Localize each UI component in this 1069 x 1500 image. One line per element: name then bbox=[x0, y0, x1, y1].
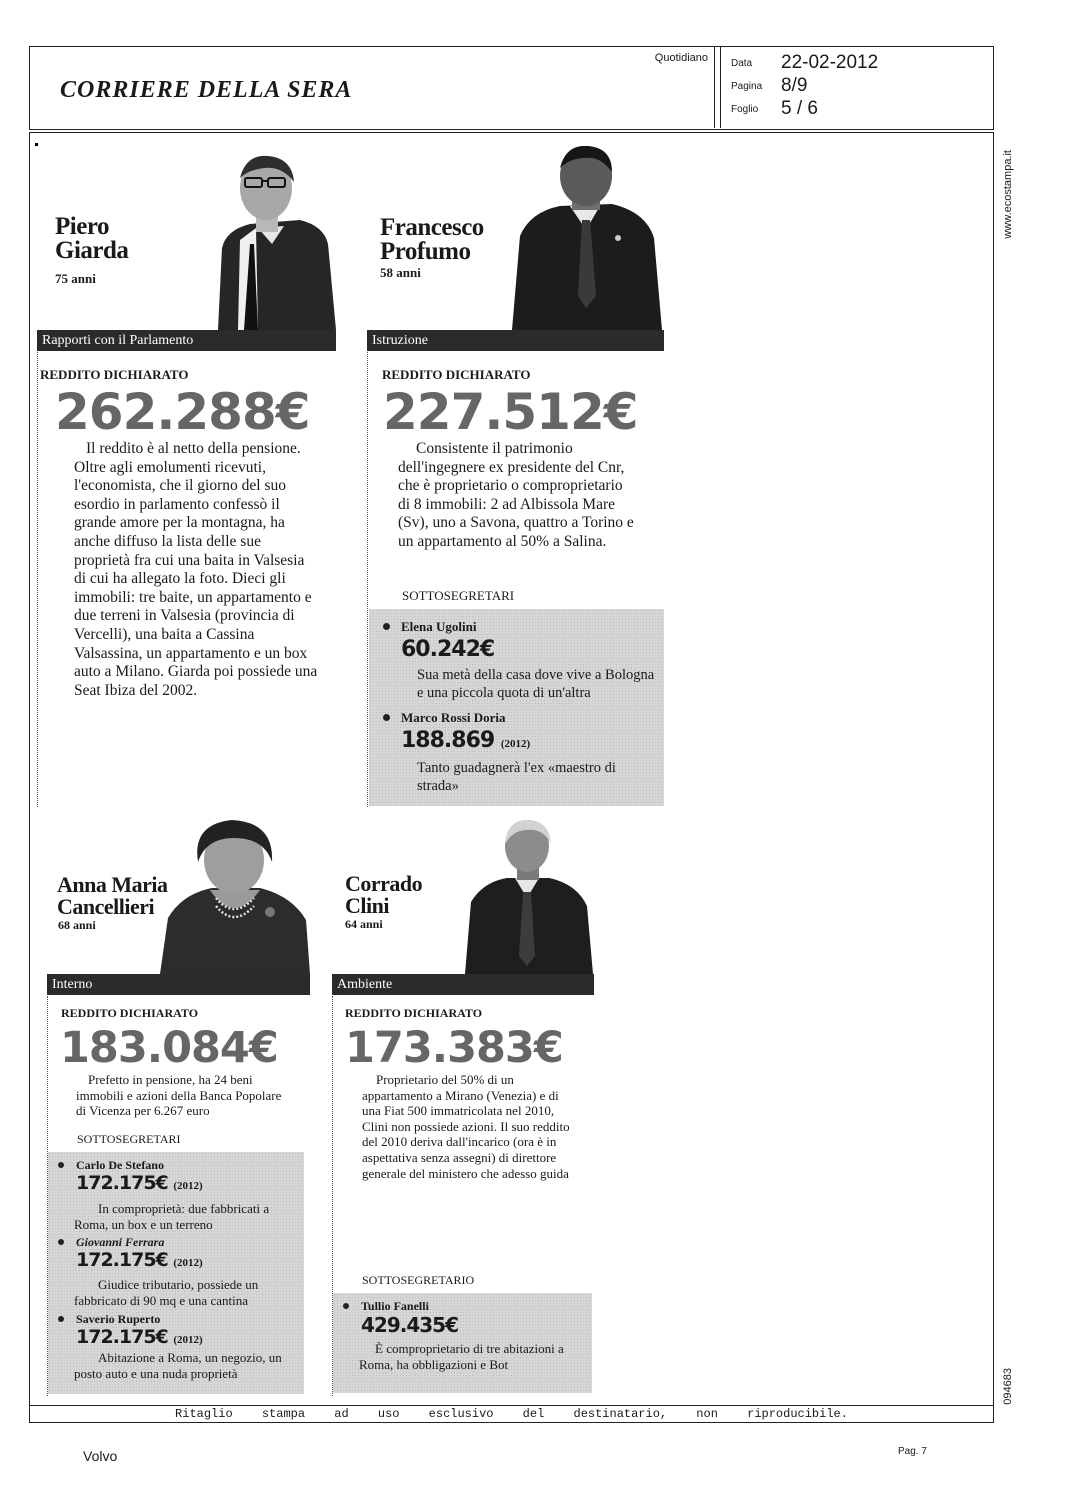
scan-mark bbox=[35, 143, 38, 146]
minister-age: 68 anni bbox=[58, 918, 96, 932]
sottosegretari-box bbox=[369, 609, 664, 806]
minister-description: Consistente il patrimonio dell'ingegnere ex presidente del Cnr, che è proprietario o comproprietario di 8 immobili: 2 ad Albissola Mare (Sv), uno a Savona, quattro a Torino e un appartamento al 50% a Salina. bbox=[398, 440, 634, 550]
meta-foglio bbox=[731, 98, 818, 120]
ministry-bar: Istruzione bbox=[367, 330, 664, 351]
side-url-text: www.ecostampa.it bbox=[1002, 150, 1014, 239]
sottosegretario-item bbox=[58, 1158, 298, 1234]
reddito-label: REDDITO DICHIARATO bbox=[382, 367, 531, 382]
side-code-text: 094683 bbox=[1002, 1368, 1014, 1405]
profumo-photo bbox=[508, 146, 663, 330]
last-name: Profumo bbox=[380, 238, 471, 265]
meta-value: 8/9 bbox=[781, 75, 808, 96]
sottosegretario-amount: 429.435€ bbox=[361, 1313, 459, 1337]
first-name: Francesco bbox=[380, 214, 484, 241]
sottosegretario-name: Marco Rossi Doria bbox=[401, 710, 506, 725]
clini-photo bbox=[463, 816, 593, 974]
declared-income: 227.512€ bbox=[383, 383, 638, 441]
sottosegretario-amount-wrap bbox=[76, 1326, 203, 1348]
minister-age: 58 anni bbox=[380, 265, 421, 280]
page-number: Pag. 7 bbox=[898, 1446, 927, 1457]
ministry-bar: Interno bbox=[47, 974, 310, 995]
client-label: Volvo bbox=[83, 1448, 118, 1464]
minister-name bbox=[57, 874, 168, 918]
sottosegretario-label: SOTTOSEGRETARIO bbox=[362, 1273, 475, 1287]
sottosegretario-amount: 60.242€ bbox=[401, 637, 495, 662]
side-url bbox=[1002, 150, 1022, 260]
first-name: Piero bbox=[55, 213, 109, 240]
reddito-label: REDDITO DICHIARATO bbox=[61, 1006, 199, 1020]
masthead-box bbox=[30, 47, 715, 128]
sottosegretario-year: (2012) bbox=[173, 1334, 203, 1346]
cancellieri-photo bbox=[160, 816, 310, 974]
bullet-icon bbox=[383, 623, 390, 630]
sottosegretario-amount-wrap bbox=[76, 1172, 203, 1194]
minister-age: 64 anni bbox=[345, 917, 383, 931]
bullet-icon bbox=[58, 1316, 64, 1322]
last-name: Cancellieri bbox=[57, 894, 155, 919]
sottosegretario-amount: 172.175€ bbox=[76, 1172, 168, 1194]
meta-key: Foglio bbox=[731, 103, 759, 115]
sottosegretario-name: Elena Ugolini bbox=[401, 619, 477, 634]
newspaper-header bbox=[29, 46, 994, 130]
sottosegretario-desc: In comproprietà: due fabbricati a Roma, un box e un terreno bbox=[74, 1201, 270, 1232]
column-divider bbox=[37, 352, 38, 807]
sottosegretario-name: Saverio Ruperto bbox=[76, 1312, 161, 1326]
sottosegretario-year: (2012) bbox=[500, 738, 531, 750]
sottosegretari-box bbox=[48, 1152, 304, 1394]
sottosegretario-name: Giovanni Ferrara bbox=[76, 1235, 165, 1249]
sottosegretario-amount: 188.869 bbox=[401, 728, 495, 753]
minister-description: Proprietario del 50% di un appartamento a Mirano (Venezia) e di una Fiat 500 immatricolata nel 2010, Clini non possiede azioni. Il suo reddito del 2010 deriva dall'incarico (ora è in aspettativa senza assegni) di direttore generale del ministero che adesso guida bbox=[362, 1072, 570, 1181]
bullet-icon bbox=[58, 1239, 64, 1245]
ministry-bar: Ambiente bbox=[332, 974, 594, 995]
minister-name bbox=[380, 216, 484, 264]
first-name: Anna Maria bbox=[57, 872, 168, 897]
declared-income: 262.288€ bbox=[55, 383, 310, 441]
sottosegretario-name: Tullio Fanelli bbox=[361, 1299, 429, 1313]
sottosegretario-desc: È comproprietario di tre abitazioni a Roma, ha obbligazioni e Bot bbox=[359, 1341, 564, 1372]
minister-name bbox=[345, 873, 422, 917]
minister-name bbox=[55, 215, 128, 263]
sottosegretario-item bbox=[58, 1235, 298, 1311]
sottosegretario-amount: 172.175€ bbox=[76, 1326, 168, 1348]
reddito-label: REDDITO DICHIARATO bbox=[40, 367, 189, 382]
meta-data bbox=[731, 52, 878, 74]
sottosegretario-desc: Abitazione a Roma, un negozio, un posto auto e una nuda proprietà bbox=[74, 1350, 282, 1381]
meta-box bbox=[720, 47, 993, 128]
column-divider bbox=[367, 352, 368, 807]
last-name: Giarda bbox=[55, 237, 129, 264]
sottosegretario-desc: Tanto guadagnerà l'ex «maestro di strada» bbox=[417, 760, 616, 794]
meta-value: 22-02-2012 bbox=[781, 52, 879, 73]
footer-note: Ritaglio stampa ad uso esclusivo del destinatario, non riproducibile. bbox=[29, 1405, 994, 1423]
sottosegretari-label: SOTTOSEGRETARI bbox=[77, 1132, 181, 1146]
masthead: CORRIERE DELLA SERA bbox=[60, 77, 353, 103]
last-name: Clini bbox=[345, 893, 389, 918]
sottosegretario-desc: Giudice tributario, possiede un fabbricato di 90 mq e una cantina bbox=[74, 1277, 259, 1308]
minister-description: Prefetto in pensione, ha 24 beni immobili e azioni della Banca Popolare di Vicenza per 6.267 euro bbox=[76, 1072, 282, 1119]
sottosegretario-year: (2012) bbox=[173, 1180, 203, 1192]
ministry-bar: Rapporti con il Parlamento bbox=[37, 330, 336, 351]
publication-type: Quotidiano bbox=[654, 52, 708, 64]
bullet-icon bbox=[343, 1303, 349, 1309]
side-code bbox=[1002, 1368, 1022, 1408]
sottosegretari-box bbox=[333, 1293, 592, 1393]
declared-income: 183.084€ bbox=[60, 1023, 278, 1073]
sottosegretario-amount-wrap bbox=[401, 728, 530, 753]
minister-age: 75 anni bbox=[55, 271, 96, 286]
sottosegretari-label: SOTTOSEGRETARI bbox=[402, 588, 515, 603]
declared-income: 173.383€ bbox=[345, 1023, 563, 1073]
giarda-photo bbox=[212, 148, 338, 330]
meta-value: 5 / 6 bbox=[781, 98, 818, 119]
sottosegretario-item bbox=[58, 1312, 298, 1392]
sottosegretario-amount-wrap bbox=[76, 1249, 203, 1271]
minister-description: Il reddito è al netto della pensione. Oltre agli emolumenti ricevuti, l'economista, che il giorno del suo esordio in parlamento confessò il grande amore per la montagna, ha anche diffuso la lista delle sue proprietà fra cui una baita in Valsesia di cui ha allegato la foto. Dieci gli immobili: tre baite, un appartamento e due terreni in Valsesia (provincia di Vercelli), una baita a Cassina Valsassina, un appartamento e un box auto a Milano. Giarda poi possiede una Seat Ibiza del 2002. bbox=[74, 440, 318, 699]
meta-key: Data bbox=[731, 57, 753, 69]
sottosegretario-year: (2012) bbox=[173, 1257, 203, 1269]
first-name: Corrado bbox=[345, 871, 423, 896]
meta-key: Pagina bbox=[731, 80, 763, 92]
sottosegretario-amount: 172.175€ bbox=[76, 1249, 168, 1271]
sottosegretario-item bbox=[343, 1299, 588, 1389]
sottosegretario-name: Carlo De Stefano bbox=[76, 1158, 164, 1172]
sottosegretario-item bbox=[383, 619, 653, 707]
bullet-icon bbox=[58, 1162, 64, 1168]
bullet-icon bbox=[383, 714, 390, 721]
reddito-label: REDDITO DICHIARATO bbox=[345, 1006, 483, 1020]
meta-pagina bbox=[731, 75, 807, 97]
sottosegretario-item bbox=[383, 710, 653, 802]
sottosegretario-desc: Sua metà della casa dove vive a Bologna e una piccola quota di un'altra bbox=[417, 667, 655, 701]
